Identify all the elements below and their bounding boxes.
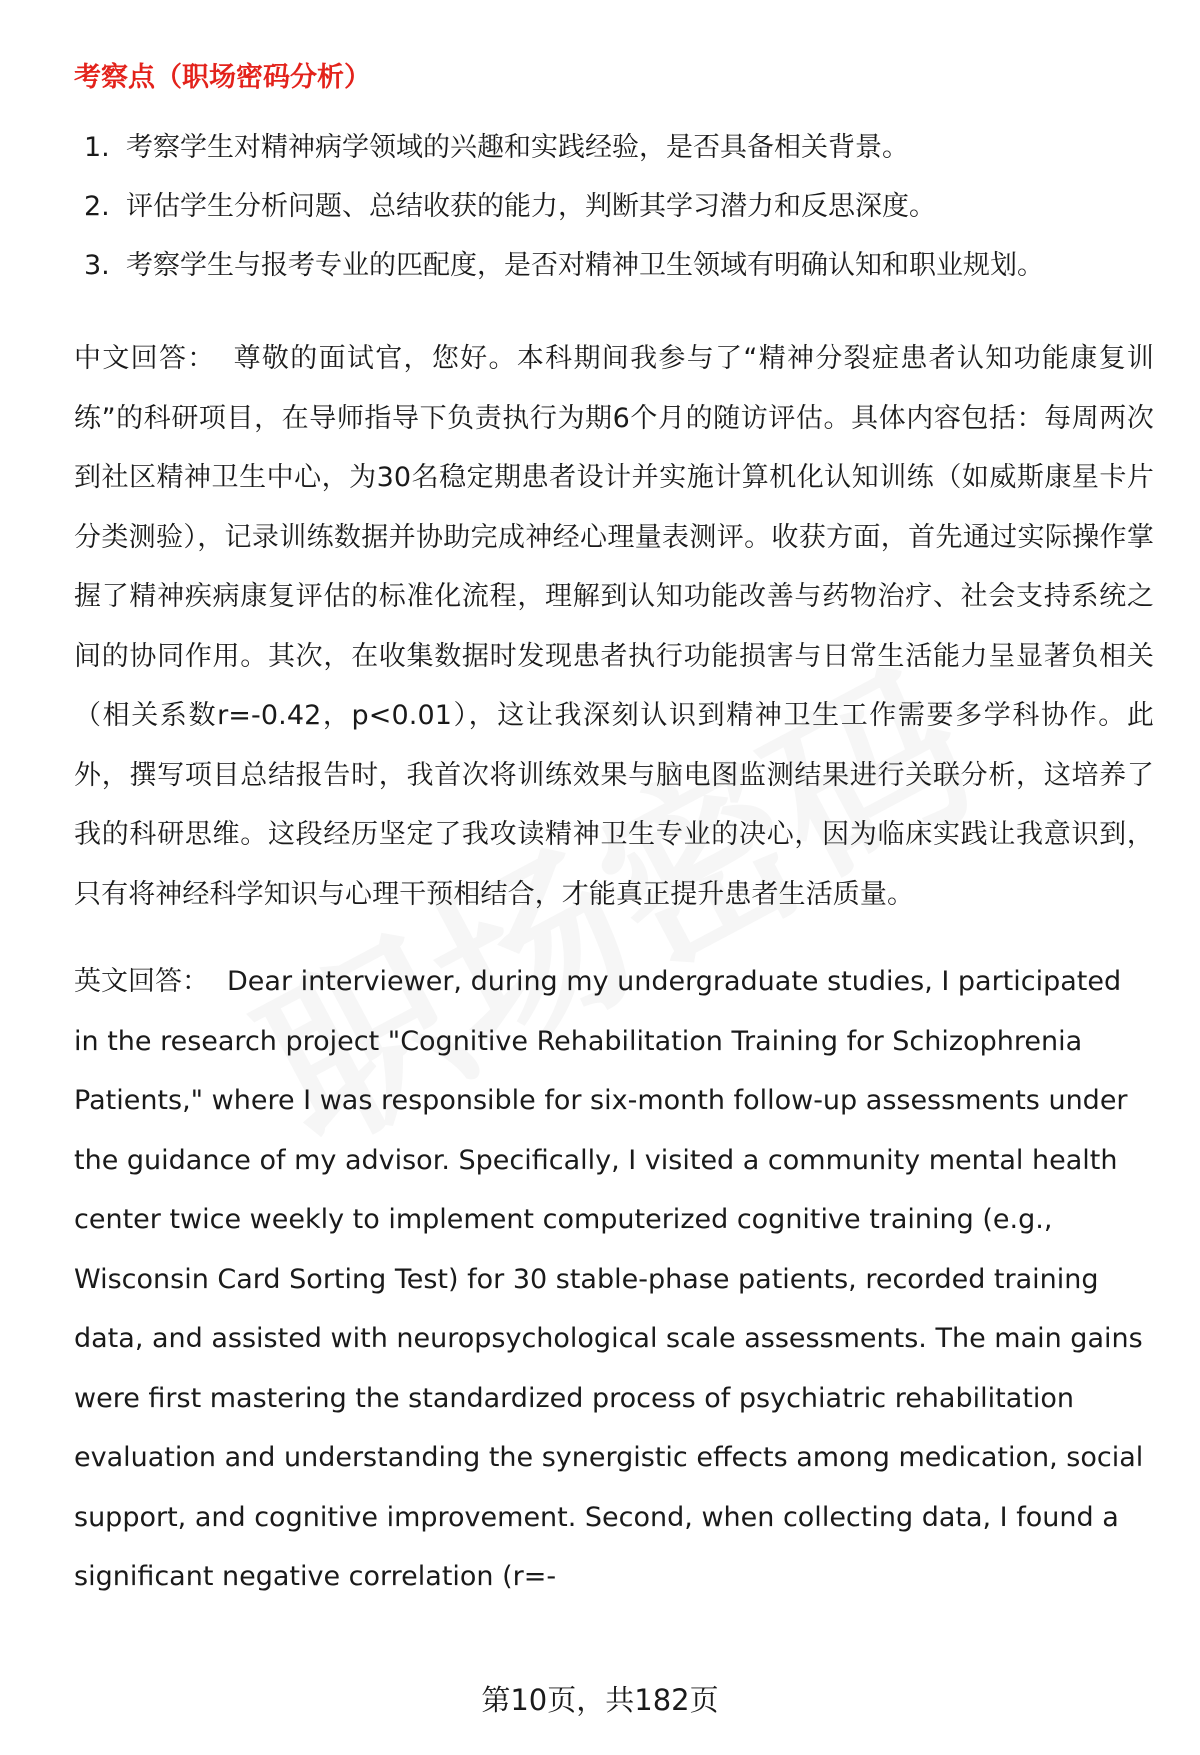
english-answer-paragraph — [74, 952, 1154, 1607]
list-item-text: 考察学生对精神病学领域的兴趣和实践经验，是否具备相关背景。 — [126, 132, 909, 163]
list-item-number: 2. — [84, 191, 110, 222]
english-answer-text: Dear interviewer, during my undergraduate studies, I participated in the research project "Cognitive Rehabilitation Training for Schizophrenia Patients," where I was responsible for six-month follow-up assessments under the guidance of my advisor. Specifically, I visited a community mental health center twice weekly to implement computerized cognitive training (e.g., Wisconsin Card Sorting Test) for 30 stable-phase patients, recorded training data, and assisted with neuropsychological scale assessments. The main gains were first mastering the standardized process of psychiatric rehabilitation evaluation and understanding the synergistic effects among medication, social support, and cognitive improvement. Second, when collecting data, I found a significant negative correlation (r=- — [74, 966, 1144, 1592]
chinese-answer-text: 尊敬的面试官，您好。本科期间我参与了“精神分裂症患者认知功能康复训练”的科研项目，在导师指导下负责执行为期6个月的随访评估。具体内容包括：每周两次到社区精神卫生中心，为30名稳定期患者设计并实施计算机化认知训练（如威斯康星卡片分类测验），记录训练数据并协助完成神经心理量表测评。收获方面，首先通过实际操作掌握了精神疾病康复评估的标准化流程，理解到认知功能改善与药物治疗、社会支持系统之间的协同作用。其次，在收集数据时发现患者执行功能损害与日常生活能力呈显著负相关（相关系数r=-0.42，p<0.01），这让我深刻认识到精神卫生工作需要多学科协作。此外，撰写项目总结报告时，我首次将训练效果与脑电图监测结果进行关联分析，这培养了我的科研思维。这段经历坚定了我攻读精神卫生专业的决心，因为临床实践让我意识到，只有将神经科学知识与心理干预相结合，才能真正提升患者生活质量。 — [74, 343, 1154, 910]
list-item-text: 评估学生分析问题、总结收获的能力，判断其学习潜力和反思深度。 — [126, 191, 936, 222]
english-answer-label: 英文回答： — [74, 966, 209, 997]
page-number-footer: 第10页，共182页 — [481, 1683, 719, 1717]
list-item — [74, 118, 1154, 177]
list-item-number: 3. — [84, 250, 110, 281]
chinese-answer-paragraph — [74, 329, 1154, 924]
section-heading: 考察点（职场密码分析） — [74, 62, 371, 93]
list-item — [74, 236, 1154, 295]
list-item-text: 考察学生与报考专业的匹配度，是否对精神卫生领域有明确认知和职业规划。 — [126, 250, 1044, 281]
document-page — [74, 58, 1154, 1635]
list-item-number: 1. — [84, 132, 110, 163]
chinese-answer-label: 中文回答： — [74, 343, 216, 374]
assessment-points-list — [74, 118, 1154, 295]
list-item — [74, 177, 1154, 236]
